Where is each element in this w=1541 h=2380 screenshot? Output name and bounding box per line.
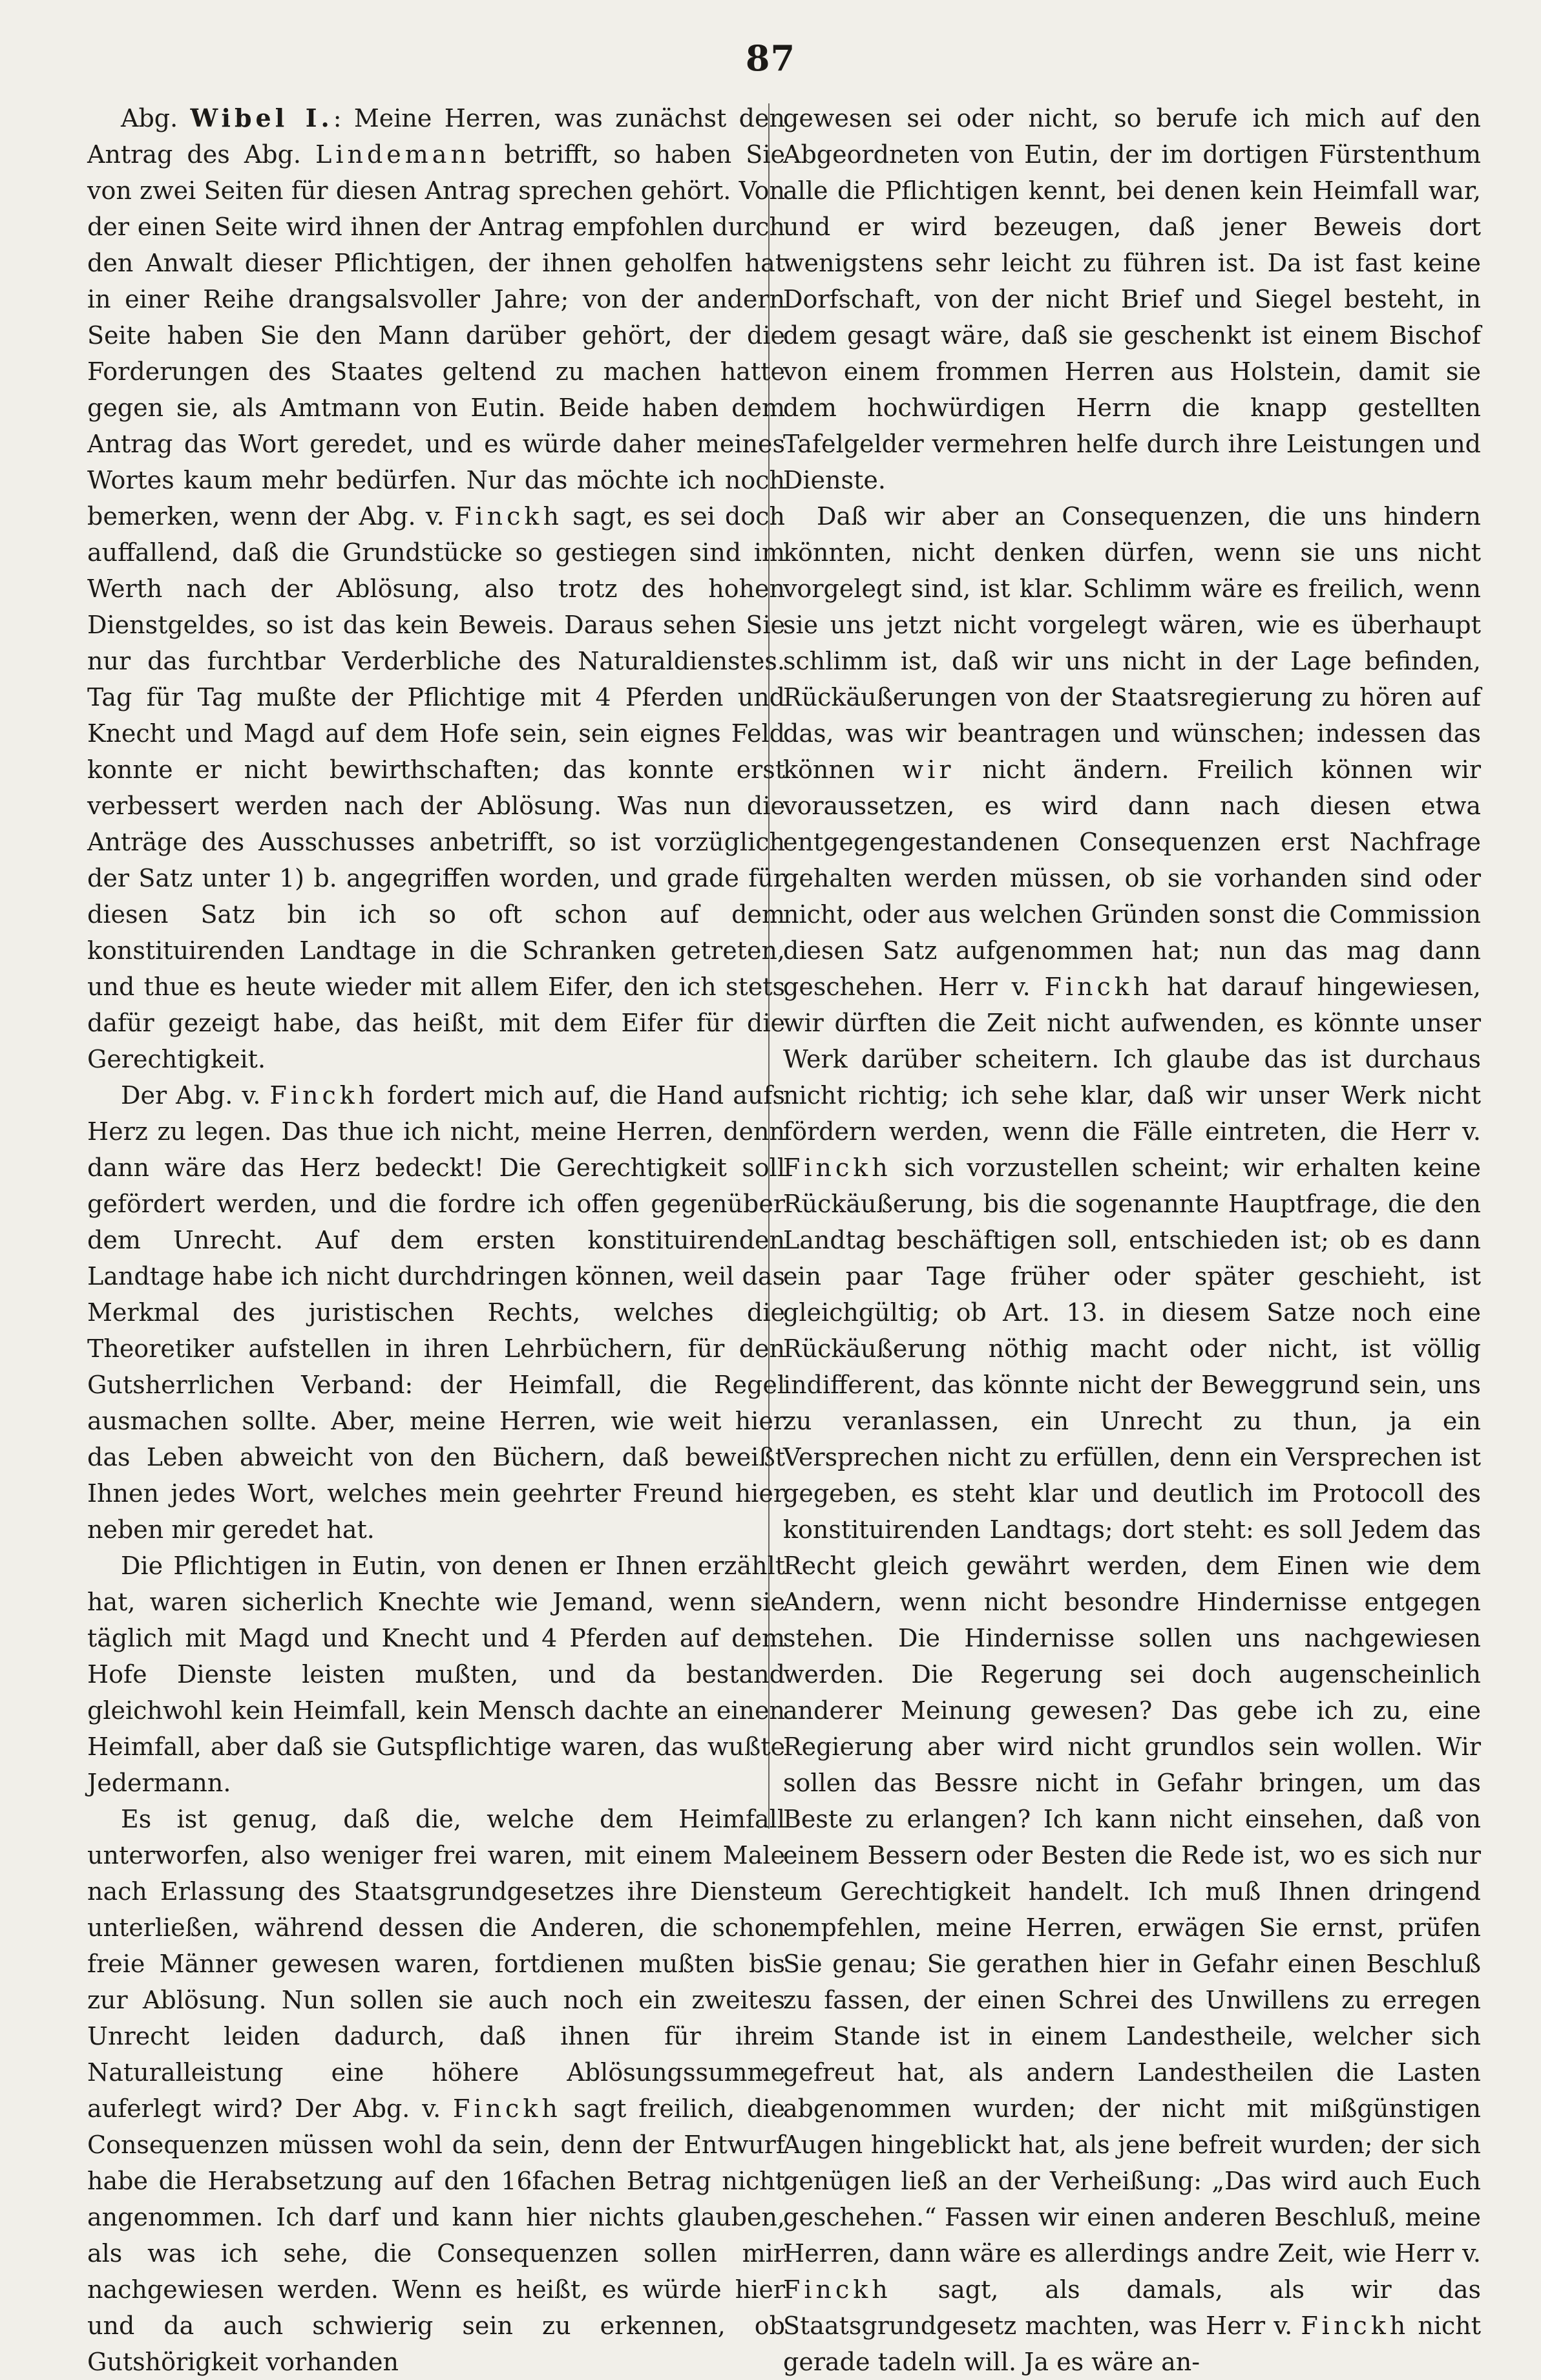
paragraph	[87, 1548, 785, 1801]
text-run: sich vorzustellen scheint; wir erhalten keine Rückäußerung, bis die sogenannte Hauptfrage, die den Landtag beschäftigen soll, entschieden ist; ob es dann ein paar Tage früher oder später geschieht, ist gleichgültig; ob Art. 13. in diesem Satze noch eine Rückäußerung nöthig macht oder nicht, ist völlig indifferent, das könnte nicht der Beweggrund sein, uns zu veranlassen, ein Unrecht zu thun, ja ein Versprechen nicht zu erfüllen, denn ein Versprechen ist gegeben, es steht klar und deutlich im Protocoll des konstituirenden Landtags; dort steht: es soll Jedem das Recht gleich gewährt werden, dem Einen wie dem Andern, wenn nicht besondre Hindernisse entgegen stehen. Die Hindernisse sollen uns nachgewiesen werden. Die Regerung sei doch augenscheinlich anderer Meinung gewesen? Das gebe ich zu, eine Regierung aber wird nicht grundlos sein wollen. Wir sollen das Bessre nicht in Gefahr bringen, um das Beste zu erlangen? Ich kann nicht einsehen, daß von einem Bessern oder Besten die Rede ist, wo es sich nur um Gerechtigkeit handelt. Ich muß Ihnen dringend empfehlen, meine Herren, erwägen Sie ernst, prüfen Sie genau; Sie gerathen hier in Gefahr einen Beschluß zu fassen, der einen Schrei des Unwillens zu erregen im Stande ist in einem Landestheile, welcher sich gefreut hat, als andern Landestheilen die Lasten abgenommen wurden; der nicht mit mißgünstigen Augen hingeblickt hat, als jene befreit wurden; der sich genügen ließ an der Verheißung: „Das wird auch Euch geschehen.“ Fassen wir einen anderen Beschluß, meine Herren, dann wäre es allerdings andre Zeit, wie Herr v.	[783, 1153, 1481, 2268]
paragraph-continued	[783, 100, 1481, 498]
spaced-name: Finckh	[1301, 2312, 1410, 2340]
text-run: gewesen sei oder nicht, so berufe ich mich auf den Abgeordneten von Eutin, der im dortigen Fürstenthum alle die Pflichtigen kennt, bei denen kein Heimfall war, und er wird bezeugen, daß jener Beweis dort wenigstens sehr leicht zu führen ist. Da ist fast keine Dorfschaft, von der nicht Brief und Siegel besteht, in dem gesagt wäre, daß sie geschenkt ist einem Bischof von einem frommen Herren aus Holstein, damit sie dem hochwürdigen Herrn die knapp gestellten Tafelgelder vermehren helfe durch ihre Leistungen und Dienste.	[783, 104, 1481, 494]
right-column	[783, 100, 1481, 2380]
spaced-name: Finckh	[783, 2275, 892, 2304]
spaced-name: Finckh	[453, 2094, 561, 2123]
paragraph	[783, 498, 1481, 2380]
text-run: fordert mich auf, die Hand aufs Herz zu legen. Das thue ich nicht, meine Herren, denn dann wäre das Herz bedeckt! Die Gerechtigkeit soll gefördert werden, und die fordre ich offen gegenüber dem Unrecht. Auf dem ersten konstituirenden Landtage habe ich nicht durchdringen können, weil das Merkmal des juristischen Rechts, welches die Theoretiker aufstellen in ihren Lehrbüchern, für den Gutsherrlichen Verband: der Heimfall, die Regel ausmachen sollte. Aber, meine Herren, wie weit hier das Leben abweicht von den Büchern, daß beweißt Ihnen jedes Wort, welches mein geehrter Freund hier neben mir geredet hat.	[87, 1081, 785, 1544]
page-number: 87	[745, 37, 796, 79]
text-run: nicht ändern. Freilich können wir voraussetzen, es wird dann nach diesen etwa entgegengestandenen Consequenzen erst Nachfrage gehalten werden müssen, ob sie vorhanden sind oder nicht, oder aus welchen Gründen sonst die Commission diesen Satz aufgenommen hat; nun das mag dann geschehen. Herr v.	[783, 755, 1481, 1001]
speaker-name: Wibel I.	[190, 103, 333, 132]
paragraph-speech-start	[87, 100, 785, 1077]
spaced-name: Finckh	[454, 502, 563, 531]
text-run: betrifft, so haben Sie von zwei Seiten für diesen Antrag sprechen gehört. Von der einen Seite wird ihnen der Antrag empfohlen durch den Anwalt dieser Pflichtigen, der ihnen geholfen hat in einer Reihe drangsalsvoller Jahre; von der andern Seite haben Sie den Mann darüber gehört, der die Forderungen des Staates geltend zu machen hatte gegen sie, als Amtmann von Eutin. Beide haben dem Antrag das Wort geredet, und es würde daher meines Wortes kaum mehr bedürfen. Nur das möchte ich noch bemerken, wenn der Abg. v.	[87, 140, 785, 531]
text-run: sagt, es sei doch auffallend, daß die Grundstücke so gestiegen sind im Werth nach der Ablösung, also trotz des hohen Dienstgeldes, so ist das kein Beweis. Daraus sehen Sie nur das furchtbar Verderbliche des Naturaldienstes. Tag für Tag mußte der Pflichtige mit 4 Pferden und Knecht und Magd auf dem Hofe sein, sein eignes Feld konnte er nicht bewirthschaften; das konnte erst verbessert werden nach der Ablösung. Was nun die Anträge des Ausschusses anbetrifft, so ist vorzüglich der Satz unter 1) b. angegriffen worden, und grade für diesen Satz bin ich so oft schon auf dem konstituirenden Landtage in die Schranken getreten, und thue es heute wieder mit allem Eifer, den ich stets dafür gezeigt habe, das heißt, mit dem Eifer für die Gerechtigkeit.	[87, 502, 785, 1073]
paragraph	[87, 1801, 785, 2380]
text-run: : Meine Herren, was zunächst den Antrag des Abg.	[87, 104, 785, 169]
text-run: Die Pflichtigen in Eutin, von denen er Ihnen erzählt hat, waren sicherlich Knechte wie Jemand, wenn sie täglich mit Magd und Knecht und 4 Pferden auf dem Hofe Dienste leisten mußten, und da bestand gleichwohl kein Heimfall, kein Mensch dachte an einen Heimfall, aber daß sie Gutspflichtige waren, das wußte Jedermann.	[87, 1552, 785, 1797]
text-run: hat darauf hingewiesen, wir dürften die Zeit nicht aufwenden, es könnte unser Werk darüber scheitern. Ich glaube das ist durchaus nicht richtig; ich sehe klar, daß wir unser Werk nicht fördern werden, wenn die Fälle eintreten, die Herr v.	[783, 973, 1481, 1146]
text-run: sagt freilich, die Consequenzen müssen wohl da sein, denn der Entwurf habe die Herabsetzung auf den 16fachen Betrag nicht angenommen. Ich darf und kann hier nichts glauben, als was ich sehe, die Consequenzen sollen mir nachgewiesen werden. Wenn es heißt, es würde hier und da auch schwierig sein zu erkennen, ob Gutshörigkeit vorhanden	[87, 2094, 786, 2376]
left-column	[87, 100, 785, 2380]
text-run: Der Abg. v.	[121, 1081, 270, 1110]
spaced-name: Finckh	[269, 1081, 379, 1110]
spaced-name: Finckh	[783, 1153, 892, 1182]
spaced-word: wir	[902, 755, 955, 784]
spaced-name: Finckh	[1044, 973, 1153, 1001]
paragraph	[87, 1077, 785, 1548]
text-run: sagt, als damals, als wir das Staatsgrundgesetz machten, was Herr v.	[783, 2275, 1481, 2340]
speaker-prefix: Abg.	[121, 104, 191, 132]
spaced-name: Lindemann	[315, 140, 490, 169]
text-run: nicht gerade tadeln will. Ja es wäre an-	[783, 2312, 1482, 2376]
text-run: Daß wir aber an Consequenzen, die uns hindern könnten, nicht denken dürfen, wenn sie uns nicht vorgelegt sind, ist klar. Schlimm wäre es freilich, wenn sie uns jetzt nicht vorgelegt wären, wie es überhaupt schlimm ist, daß wir uns nicht in der Lage befinden, Rückäußerungen von der Staatsregierung zu hören auf das, was wir beantragen und wünschen; indessen das können	[783, 502, 1481, 784]
text-run: Es ist genug, daß die, welche dem Heimfall unterworfen, also weniger frei waren, mit einem Male nach Erlassung des Staatsgrundgesetzes ihre Dienste unterließen, während dessen die Anderen, die schon freie Männer gewesen waren, fortdienen mußten bis zur Ablösung. Nun sollen sie auch noch ein zweites Unrecht leiden dadurch, daß ihnen für ihre Naturalleistung eine höhere Ablösungssumme auferlegt wird? Der Abg. v.	[87, 1805, 785, 2123]
